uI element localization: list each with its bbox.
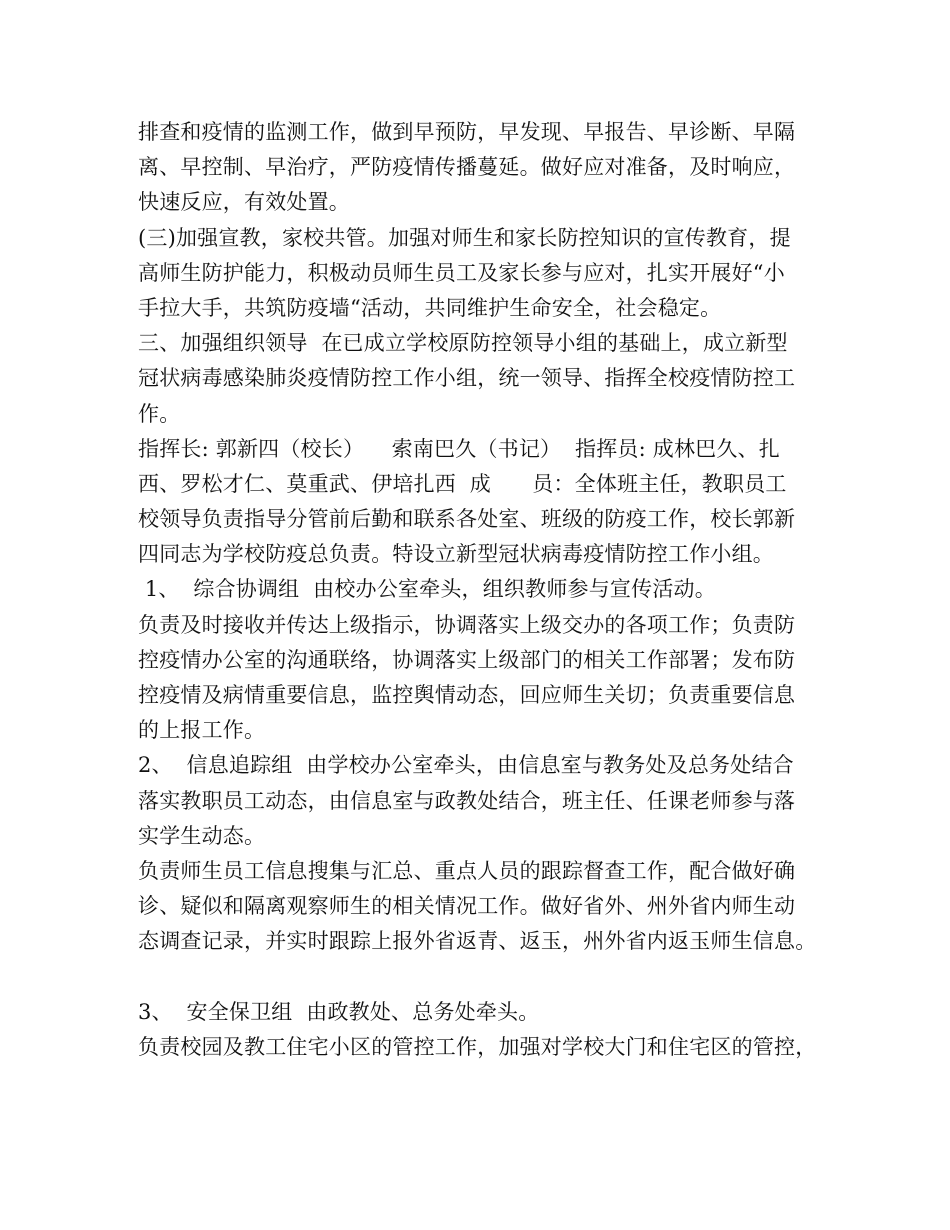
text-line: 负责校园及教工住宅小区的管控工作，加强对学校大门和住宅区的管控， xyxy=(138,1034,817,1059)
text-line: 指挥长: 郭新四（校长） 索南巴久（书记） 指挥员: 成林巴久、扎 xyxy=(138,436,780,461)
subsection-heading: 2、 信息追踪组 由学校办公室牵头，由信息室与教务处及总务处结合 xyxy=(138,753,794,778)
text-line: 高师生防护能力，积极动员师生员工及家长参与应对，扎实开展好“小 xyxy=(138,260,785,285)
subsection-heading: 3、 安全保卫组 由政教处、总务处牵头。 xyxy=(138,999,540,1024)
text-line: 快速反应，有效处置。 xyxy=(138,190,350,215)
section-heading: 三、加强组织领导 在已成立学校原防控领导小组的基础上，成立新型 xyxy=(138,331,788,356)
text-line: 冠状病毒感染肺炎疫情防控工作小组，统一领导、指挥全校疫情防控工 xyxy=(138,366,796,391)
text-line: 负责师生员工信息搜集与汇总、重点人员的跟踪督查工作，配合做好确 xyxy=(138,858,796,883)
text-line: 离、早控制、早治疗，严防疫情传播蔓延。做好应对准备，及时响应， xyxy=(138,155,796,180)
text-line: 负责及时接收并传达上级指示，协调落实上级交办的各项工作；负责防 xyxy=(138,612,796,637)
text-line: 落实教职员工动态，由信息室与政教处结合，班主任、任课老师参与落 xyxy=(138,788,796,813)
text-line: 西、罗松才仁、莫重武、伊培扎西 成 员：全体班主任，教职员工 xyxy=(138,471,787,496)
text-line: 作。 xyxy=(138,401,181,426)
document-body xyxy=(138,115,838,1065)
section-heading: (三)加强宣教，家校共管。加强对师生和家长防控知识的宣传教育，提 xyxy=(138,225,791,250)
blank-line xyxy=(138,960,838,995)
text-line: 手拉大手，共筑防疫墙“活动，共同维护生命安全，社会稳定。 xyxy=(138,295,722,320)
text-line: 实学生动态。 xyxy=(138,823,266,848)
text-line: 的上报工作。 xyxy=(138,718,266,743)
text-line: 校领导负责指导分管前后勤和联系各处室、班级的防疫工作，校长郭新 xyxy=(138,507,796,532)
text-line: 控疫情及病情重要信息，监控舆情动态，回应师生关切；负责重要信息 xyxy=(138,683,796,707)
text-line: 排查和疫情的监测工作，做到早预防，早发现、早报告、早诊断、早隔 xyxy=(138,120,796,144)
text-line: 诊、疑似和隔离观察师生的相关情况工作。做好省外、州外省内师生动 xyxy=(138,894,796,919)
text-line: 四同志为学校防疫总负责。特设立新型冠状病毒疫情防控工作小组。 xyxy=(138,542,774,567)
text-line: 态调查记录，并实时跟踪上报外省返青、返玉，州外省内返玉师生信息。 xyxy=(138,929,817,954)
text-line: 控疫情办公室的沟通联络，协调落实上级部门的相关工作部署；发布防 xyxy=(138,647,796,672)
subsection-heading: 1、 综合协调组 由校办公室牵头，组织教师参与宣传活动。 xyxy=(138,577,716,602)
